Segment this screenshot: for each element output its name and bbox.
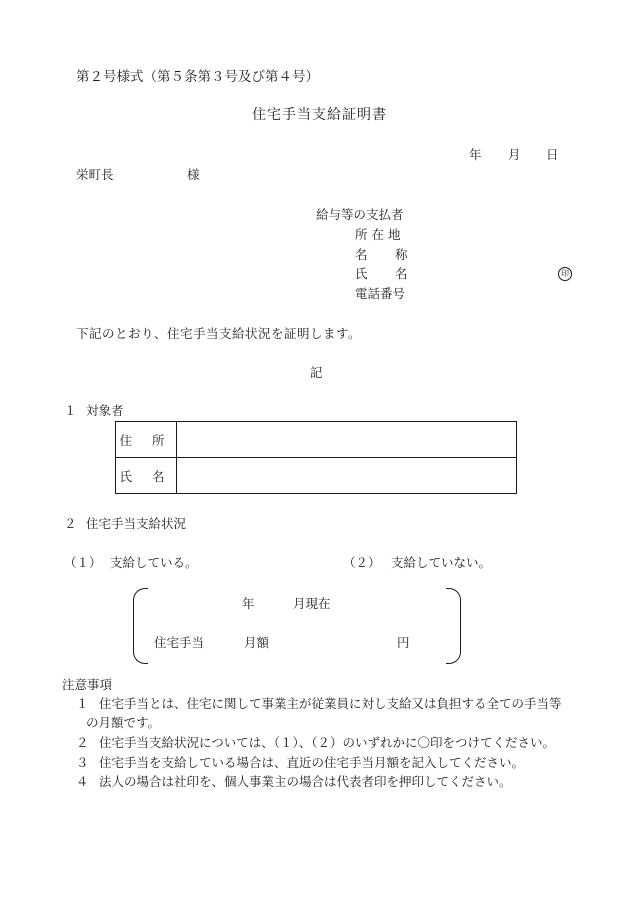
payer-person-label-1: 氏	[355, 266, 368, 281]
date-year: 年	[469, 147, 482, 162]
bracket-yen: 円	[397, 635, 410, 650]
seal-mark: 印	[558, 267, 572, 281]
payer-name-label-1: 名	[355, 247, 368, 262]
bracket-monthly-label: 月額	[244, 635, 270, 650]
note-mark: 記	[310, 365, 323, 380]
table-row	[116, 422, 517, 458]
address-cell-label: 住 所	[116, 422, 177, 458]
date-month: 月	[508, 147, 521, 162]
document-title: 住宅手当支給証明書	[252, 107, 387, 123]
option2-text[interactable]: 支給していない。	[391, 555, 492, 570]
note-item-number: ３	[76, 755, 89, 770]
notes-heading: 注意事項	[62, 677, 113, 692]
name-cell-label: 氏 名	[116, 458, 177, 494]
note-item-text: 住宅手当を支給している場合は、直近の住宅手当月額を記入してください。	[99, 755, 525, 770]
certification-statement: 下記のとおり、住宅手当支給状況を証明します。	[76, 326, 362, 341]
bracket-month-current: 月現在	[293, 596, 331, 611]
section2-number: ２	[64, 516, 77, 531]
note-item-text: 法人の場合は社印を、個人事業主の場合は代表者印を押印してください。	[99, 774, 512, 789]
name-cell-value[interactable]	[177, 458, 517, 494]
payer-heading: 給与等の支払者	[316, 207, 404, 222]
note-item-text: 住宅手当支給状況については、（１）、（２）のいずれかに〇印をつけてください。	[99, 735, 556, 750]
section1-number: １	[64, 403, 77, 418]
right-bracket	[446, 588, 461, 664]
section2-heading: 住宅手当支給状況	[86, 516, 187, 531]
option2-number: （２）	[343, 555, 381, 570]
note-item-number: ２	[76, 735, 89, 750]
subject-table	[115, 421, 517, 494]
left-bracket	[133, 588, 148, 664]
bracket-allowance-label: 住宅手当	[154, 635, 205, 650]
payer-name-label-2: 称	[395, 247, 408, 262]
payer-address-label: 所 在 地	[355, 227, 401, 242]
option1-number: （１）	[64, 555, 102, 570]
bracket-year: 年	[242, 596, 255, 611]
addressee-name: 栄町長	[76, 167, 114, 182]
addressee-honorific: 様	[187, 167, 200, 182]
date-day: 日	[546, 147, 559, 162]
payer-phone-label: 電話番号	[355, 286, 406, 301]
section1-heading: 対象者	[86, 403, 124, 418]
note-item-text: 住宅手当とは、住宅に関して事業主が従業員に対し支給又は負担する全ての手当等	[99, 696, 562, 711]
address-cell-value[interactable]	[177, 422, 517, 458]
table-row	[116, 458, 517, 494]
form-number: 第２号様式（第５条第３号及び第４号）	[76, 69, 319, 85]
note-item-number: ４	[76, 774, 89, 789]
payer-person-label-2: 名	[395, 266, 408, 281]
option1-text[interactable]: 支給している。	[110, 555, 198, 570]
note-item-number: １	[76, 696, 89, 711]
note-item-text-cont: の月額です。	[86, 715, 161, 730]
